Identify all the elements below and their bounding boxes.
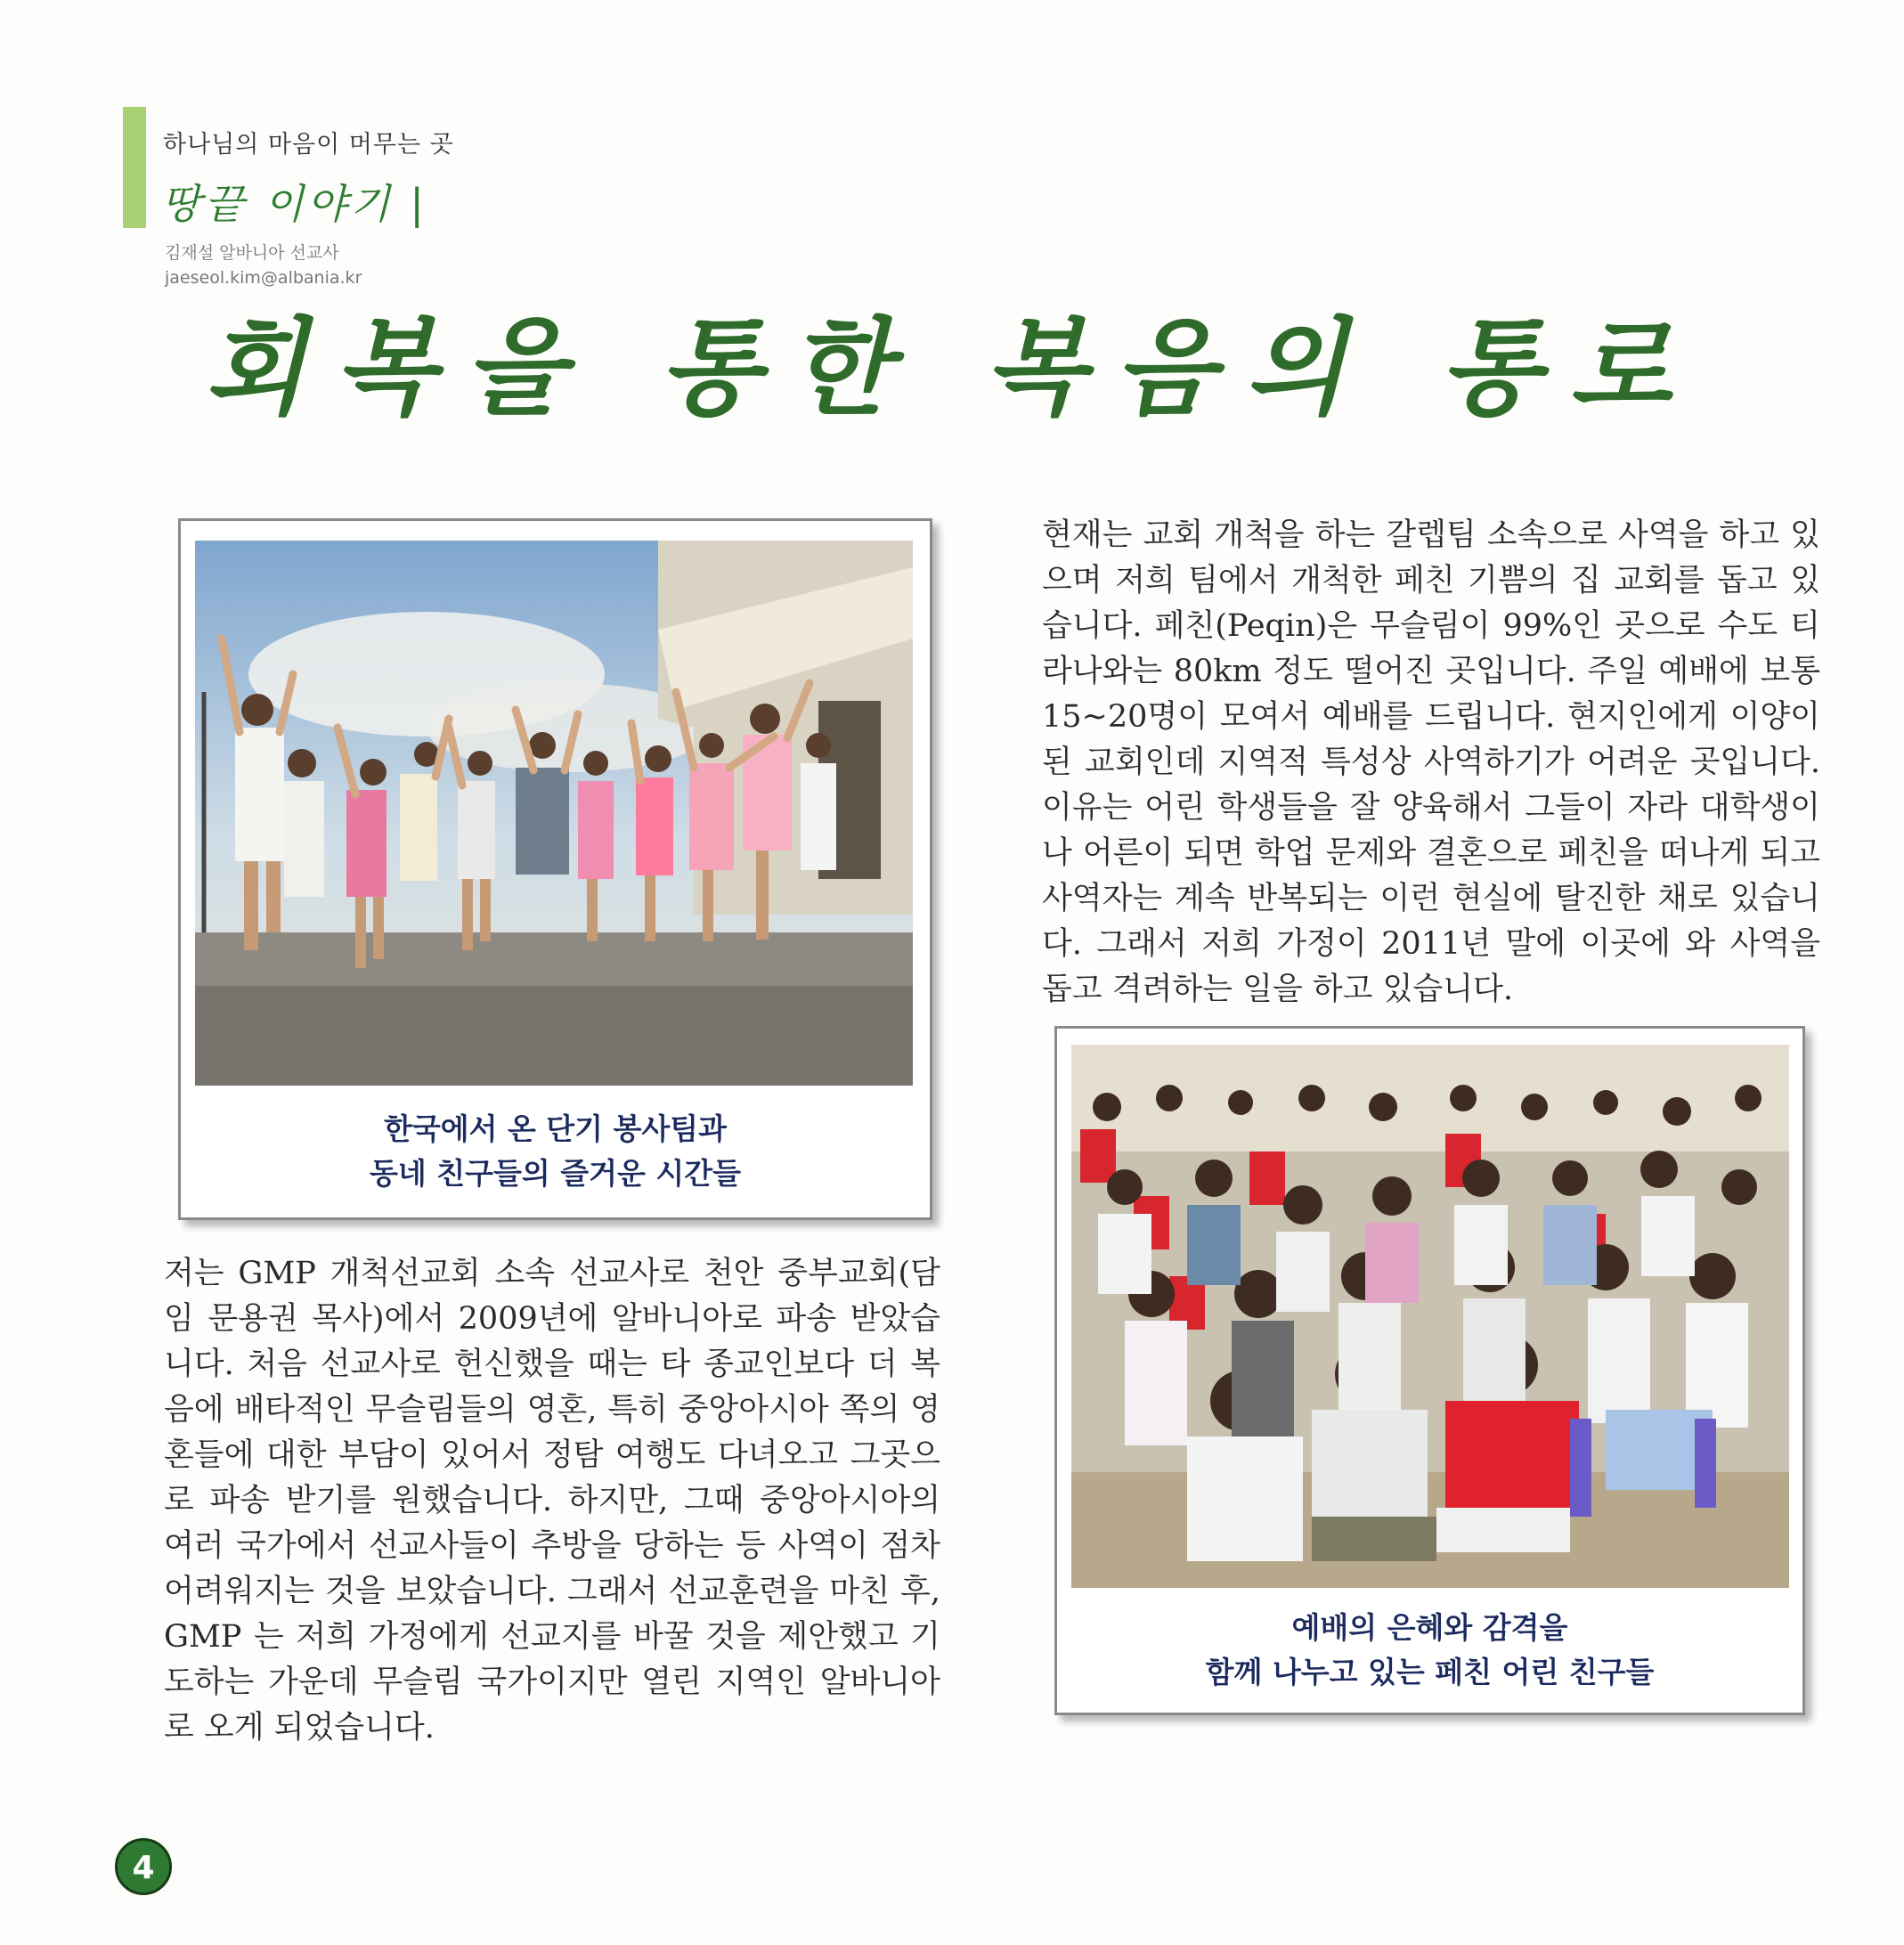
author-email: jaeseol.kim@albania.kr [165, 268, 362, 288]
photo-frame-volunteers [178, 518, 932, 1220]
worship-photo-caption [1057, 1606, 1802, 1695]
caption-line: 한국에서 온 단기 봉사팀과 [383, 1111, 728, 1146]
volunteers-photo-caption [181, 1107, 930, 1196]
paragraph-peqin-church: 현재는 교회 개척을 하는 갈렙팀 소속으로 사역을 하고 있으며 저희 팀에서 개척한 페친 기쁨의 집 교회를 돕고 있습니다. 페친(Peqin)은 무슬림이 99%인 곳으로 수도 티라나와는 80km 정도 떨어진 곳입니다. 주일 예배에 보통 15~20명이 모여서 예배를 드립니다. 현지인에게 이양이 된 교회인데 지역적 특성상 사역하기가 어려운 곳입니다. 이유는 어린 학생들을 잘 양육해서 그들이 자라 대학생이나 어른이 되면 학업 문제와 결혼으로 페친을 떠나게 되고 사역자는 계속 반복되는 이런 현실에 탈진한 채로 있습니다. 그래서 저희 가정이 2011년 말에 이곳에 와 사역을 돕고 격려하는 일을 하고 있습니다. [1042, 517, 1820, 1007]
caption-line: 동네 친구들의 즐거운 시간들 [369, 1156, 741, 1191]
volunteers-photo-illustration [195, 541, 913, 1086]
caption-line: 예배의 은혜와 감격을 [1291, 1610, 1568, 1645]
column-name: 땅끝 이야기 | [161, 180, 427, 228]
caption-line: 함께 나누고 있는 페친 어린 친구들 [1205, 1655, 1655, 1689]
volunteers-photo [195, 541, 913, 1086]
photo-frame-worship [1054, 1026, 1805, 1715]
worship-photo-illustration [1071, 1045, 1789, 1588]
page-number-badge: 4 [115, 1838, 172, 1895]
header-accent-bar [123, 107, 146, 228]
worship-photo [1071, 1045, 1789, 1588]
article-title: 회복을 통한 복음의 통로 [204, 306, 1700, 429]
author-name: 김재설 알바니아 선교사 [165, 243, 339, 263]
series-title: 하나님의 마음이 머무는 곳 [163, 131, 454, 159]
paragraph-missionary-background: 저는 GMP 개척선교회 소속 선교사로 천안 중부교회(담임 문용권 목사)에서 2009년에 알바니아로 파송 받았습니다. 처음 선교사로 헌신했을 때는 타 종교인보다 더 복음에 배타적인 무슬림들의 영혼, 특히 중앙아시아 쪽의 영혼들에 대한 부담이 있어서 정탐 여행도 다녀오고 그곳으로 파송 받기를 원했습니다. 하지만, 그때 중앙아시아의 여러 국가에서 선교사들이 추방을 당하는 등 사역이 점차 어려워지는 것을 보았습니다. 그래서 선교훈련을 마친 후, GMP 는 저희 가정에게 선교지를 바꿀 것을 제안했고 기도하는 가운데 무슬림 국가이지만 열린 지역인 알바니아로 오게 되었습니다. [164, 1256, 940, 1746]
